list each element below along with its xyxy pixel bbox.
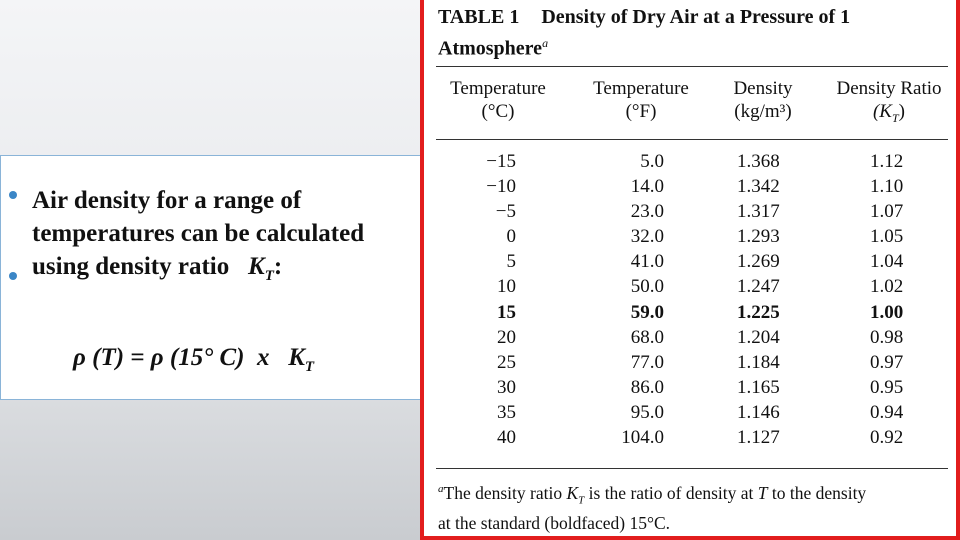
cell-fahrenheit: 59.0 [630,301,664,323]
bullet-line-3: using density ratio [32,253,230,280]
cell-celsius: 10 [497,276,516,298]
cell-celsius: 40 [497,427,516,449]
table-header-rule [436,139,948,140]
cell-density-ratio: 1.10 [870,176,904,198]
density-table-panel [420,0,960,540]
cell-density: 1.269 [737,251,780,273]
cell-density: 1.184 [737,351,780,373]
density-formula: ρ (T) = ρ (15° C) x $K_T$ [73,344,315,375]
table-bottom-rule [436,468,948,469]
title-footnote-marker: a [542,36,549,50]
cell-celsius: 20 [497,326,516,348]
table-footnote: $^a$The density ratio $K_T$ is the ratio of density at T to the density at the standard (boldfaced) 15°C. [438,482,867,534]
cell-density-ratio: 1.00 [870,301,904,323]
table-top-rule [436,66,948,67]
bullet-text [32,184,417,293]
cell-density-ratio: 0.98 [870,326,904,348]
cell-celsius: 25 [497,351,516,373]
table-row [424,352,960,377]
cell-fahrenheit: 104.0 [621,427,664,449]
kt-colon: : [273,253,283,280]
cell-celsius: −5 [495,201,516,223]
table-body [424,151,960,452]
table-title-line-2: Atmosphere [438,37,543,60]
cell-density: 1.127 [737,427,780,449]
cell-fahrenheit: 41.0 [630,251,664,273]
cell-fahrenheit: 5.0 [640,151,664,172]
cell-density-ratio: 0.95 [870,376,904,398]
table-row [424,251,960,276]
cell-density: 1.368 [737,151,780,172]
cell-density: 1.204 [737,326,780,348]
cell-density: 1.225 [737,301,780,323]
column-header-celsius: Temperature (°C) [450,78,546,122]
table-row [424,402,960,427]
cell-density: 1.247 [737,276,780,298]
cell-celsius: 0 [506,226,516,248]
table-row [424,201,960,226]
table-row [424,302,960,327]
cell-density-ratio: 0.97 [870,351,904,373]
cell-density: 1.342 [737,176,780,198]
cell-density-ratio: 0.94 [870,401,904,423]
cell-celsius: 30 [497,376,516,398]
cell-celsius: −15 [486,151,516,172]
cell-density: 1.293 [737,226,780,248]
explanation-panel [0,155,422,400]
cell-density-ratio: 1.07 [870,201,904,223]
cell-fahrenheit: 14.0 [630,176,664,198]
cell-density-ratio: 0.92 [870,427,904,449]
cell-density-ratio: 1.12 [870,151,904,172]
cell-density-ratio: 1.02 [870,276,904,298]
cell-fahrenheit: 77.0 [630,351,664,373]
bullet-dot [9,272,17,280]
cell-density: 1.165 [737,376,780,398]
table-row [424,327,960,352]
column-header-fahrenheit: Temperature (°F) [593,78,689,122]
table-row [424,151,960,176]
cell-fahrenheit: 23.0 [630,201,664,223]
cell-celsius: 35 [497,401,516,423]
column-header-density-ratio: Density Ratio $(K_T)$ [836,78,942,125]
cell-fahrenheit: 86.0 [630,376,664,398]
cell-fahrenheit: 32.0 [630,226,664,248]
bullet-line-2: temperatures can be calculated [32,220,365,247]
table-row [424,377,960,402]
table-row [424,427,960,452]
table-row [424,176,960,201]
cell-fahrenheit: 50.0 [630,276,664,298]
cell-density-ratio: 1.05 [870,226,904,248]
bullet-dot [9,191,17,199]
cell-fahrenheit: 95.0 [630,401,664,423]
table-label: TABLE 1 [438,6,520,28]
cell-celsius: 15 [497,301,516,323]
table-row [424,226,960,251]
table-title-line-1: Density of Dry Air at a Pressure of 1 [541,6,851,28]
kt-symbol: $K_T$ [248,253,274,284]
table-row [424,276,960,301]
table-title [438,4,948,62]
cell-fahrenheit: 68.0 [630,326,664,348]
bullet-line-1: Air density for a range of [32,187,302,214]
cell-density-ratio: 1.04 [870,251,904,273]
cell-density: 1.317 [737,201,780,223]
column-header-density: Density (kg/m³) [733,78,793,122]
cell-density: 1.146 [737,401,780,423]
cell-celsius: 5 [506,251,516,273]
cell-celsius: −10 [486,176,516,198]
